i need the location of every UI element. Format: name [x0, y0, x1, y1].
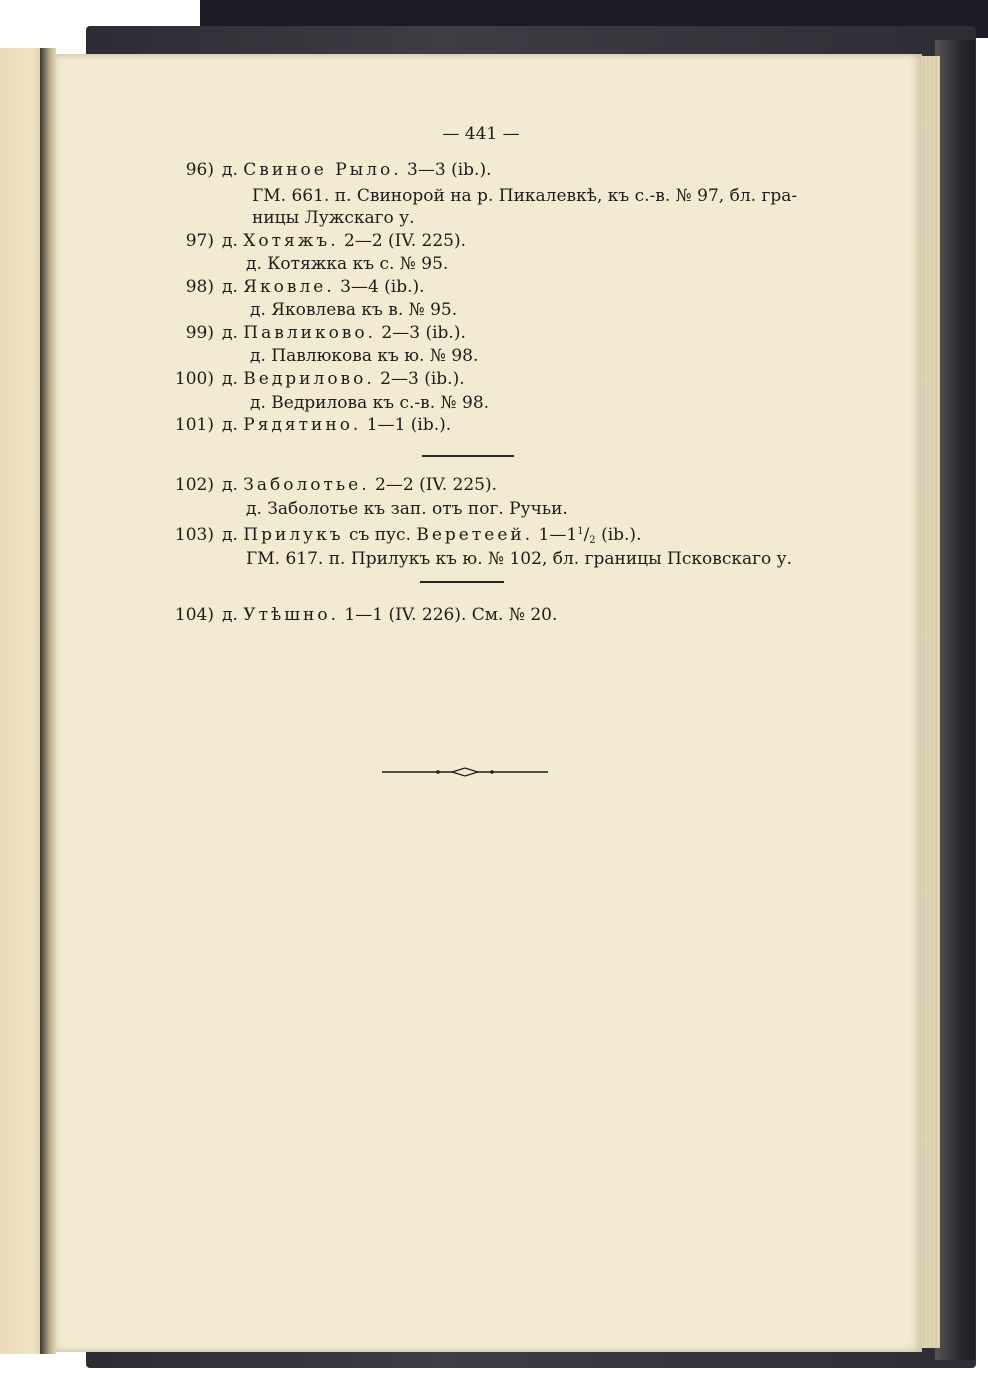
entry-name: Свиное Рыло. — [243, 160, 402, 180]
entry-note: д. Заболотье къ зап. отъ пог. Ручьи. — [246, 499, 568, 519]
entry-note: ГМ. 661. п. Свинорой на р. Пикалевкѣ, къ с.-в. № 97, бл. гра- — [252, 186, 798, 206]
entry-name: Утѣшно. — [243, 605, 339, 625]
entry-100 — [170, 368, 465, 390]
entry-rest: 2—3 (ib.). — [381, 323, 466, 343]
entry-type: д. — [222, 277, 238, 297]
entry-name: Заболотье. — [243, 475, 370, 495]
entry-96 — [170, 159, 491, 181]
entry-number: 98) — [185, 277, 214, 297]
entry-note: ницы Лужскаго у. — [252, 208, 415, 228]
entry-number: 99) — [185, 323, 214, 343]
entry-number: 104) — [174, 605, 214, 625]
entry-name-2: Веретеей. — [416, 525, 534, 545]
entry-rest: 3—3 (ib.). — [407, 160, 492, 180]
fraction-denominator: 2 — [589, 535, 596, 546]
entry-note: д. Яковлева къ в. № 95. — [250, 300, 458, 320]
entry-rest: 2—3 (ib.). — [380, 369, 465, 389]
entry-number: 103) — [174, 525, 214, 545]
fraction-numerator: 1 — [577, 526, 584, 537]
section-divider — [422, 455, 514, 457]
entry-rest — [539, 525, 642, 545]
entry-note: д. Павлюкова къ ю. № 98. — [250, 346, 479, 366]
section-divider — [420, 581, 504, 583]
entry-97 — [170, 230, 466, 252]
end-ornament-icon — [380, 764, 550, 780]
entry-rest-b: (ib.). — [601, 525, 642, 545]
entry-note: д. Котяжка къ с. № 95. — [246, 254, 449, 274]
entry-102 — [170, 474, 497, 496]
gutter-shadow — [40, 48, 56, 1354]
entry-number: 102) — [174, 475, 214, 495]
entry-name: Павликово. — [243, 323, 377, 343]
entry-name: Хотяжъ. — [243, 231, 339, 251]
entry-rest: 2—2 (IV. 225). — [375, 475, 498, 495]
entry-number: 100) — [174, 369, 214, 389]
entry-rest: 3—4 (ib.). — [340, 277, 425, 297]
entry-type: д. — [222, 231, 238, 251]
entry-type: д. — [222, 475, 238, 495]
binding-edge — [935, 40, 975, 1360]
entry-number: 97) — [185, 231, 214, 251]
entry-104 — [170, 604, 557, 626]
entry-type: д. — [222, 369, 238, 389]
entry-type: д. — [222, 525, 238, 545]
entry-name: Ведрилово. — [243, 369, 375, 389]
entry-99 — [170, 322, 466, 344]
entry-number: 96) — [185, 160, 214, 180]
entry-101 — [170, 414, 451, 436]
page-number: — 441 — — [442, 124, 520, 144]
entry-rest: 2—2 (IV. 225). — [344, 231, 466, 251]
entry-rest: 1—1 (IV. 226). См. № 20. — [344, 605, 558, 625]
entry-98 — [170, 276, 425, 298]
fraction-slash: / — [583, 525, 590, 545]
entry-mid: съ пус. — [348, 525, 411, 545]
entry-name: Прилукъ — [243, 525, 344, 545]
entry-name: Рядятино. — [243, 415, 362, 435]
entry-rest: 1—1 (ib.). — [366, 415, 452, 435]
entry-type: д. — [222, 160, 238, 180]
entry-type: д. — [222, 415, 238, 435]
entry-type: д. — [222, 323, 238, 343]
entry-note: д. Ведрилова къ с.-в. № 98. — [250, 393, 490, 413]
entry-rest-a: 1—1 — [538, 525, 578, 545]
entry-note: ГМ. 617. п. Прилукъ къ ю. № 102, бл. границы Псковскаго у. — [246, 549, 793, 569]
entry-number: 101) — [174, 415, 214, 435]
entry-type: д. — [222, 605, 238, 625]
entry-name: Яковле. — [243, 277, 335, 297]
